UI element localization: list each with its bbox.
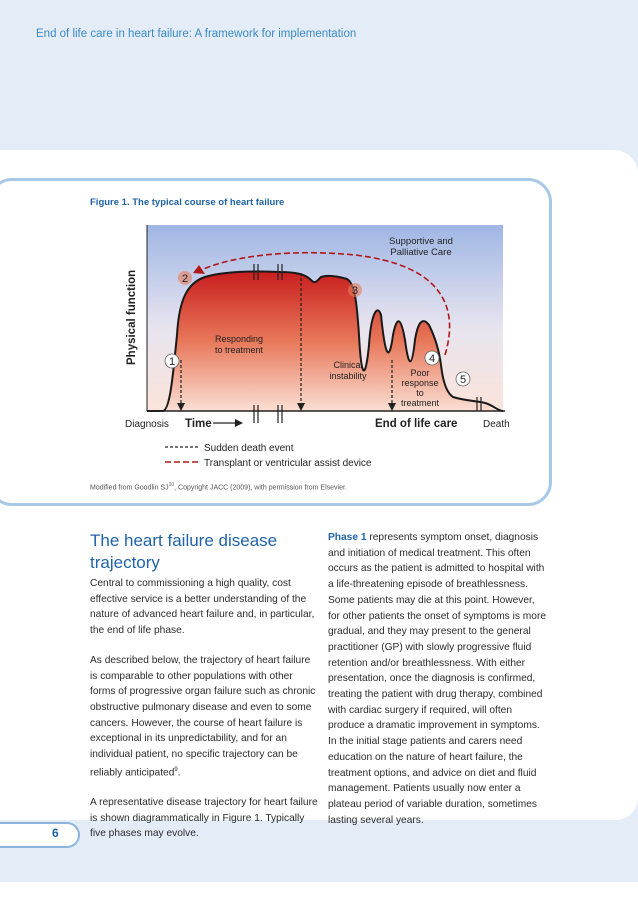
clinical-label-1: Clinical (333, 360, 363, 370)
poor-label-3: to (416, 388, 424, 398)
left-paragraph-2-text: As described below, the trajectory of heart failure is comparable to other populations with other forms of progressive organ failure such as chronic obstructive pulmonary disease and even to some cancers. However, the course of heart failure is exceptional in its unpredictability, and for an individual patient, no specific trajectory can be reliably anticipated (90, 654, 316, 779)
trajectory-diagram (115, 225, 515, 475)
time-arrowhead (235, 419, 243, 427)
running-header: End of life care in heart failure: A framework for implementation (36, 28, 357, 40)
page-number-tab (0, 822, 80, 848)
left-paragraph-3: A representative disease trajectory for heart failure is shown diagrammatically in Figure 1. Typically five phases may evolve. (90, 796, 318, 840)
responding-label-2: to treatment (215, 345, 264, 355)
clinical-label-2: instability (329, 371, 367, 381)
left-paragraph-1: Central to commissioning a high quality, cost effective service is a better understanding of the nature of advanced heart failure and, in particular, the end of life phase. (90, 578, 315, 637)
y-axis-label: Physical function (126, 269, 138, 365)
supportive-label-1: Supportive and (389, 236, 453, 247)
phase-number-5: 5 (459, 374, 467, 386)
left-paragraph-2-end: . (177, 767, 181, 779)
death-label: Death (483, 419, 510, 430)
phase-number-3: 3 (351, 285, 359, 297)
supportive-label-2: Palliative Care (390, 247, 452, 258)
phase-1-lead: Phase 1 (328, 532, 367, 543)
left-paragraph-2 (90, 653, 320, 781)
credit-text: Modified from Goodlin SJ (90, 484, 169, 492)
left-column (90, 530, 320, 856)
legend-transplant: Transplant or ventricular assist device (204, 458, 372, 469)
legend-sudden-death: Sudden death event (204, 443, 294, 454)
phase-number-4: 4 (428, 353, 436, 365)
poor-label-2: response (401, 378, 439, 388)
poor-label-1: Poor (410, 368, 430, 378)
right-column (328, 530, 548, 842)
poor-label-4: treatment (400, 398, 440, 408)
end-of-life-label: End of life care (375, 418, 458, 430)
section-heading: The heart failure disease trajectory (90, 531, 278, 572)
figure-credit (90, 482, 347, 491)
right-paragraph-1 (328, 530, 548, 828)
phase-number-1: 1 (168, 356, 176, 368)
responding-label-1: Responding (215, 334, 264, 344)
figure-caption: Figure 1. The typical course of heart failure (90, 197, 285, 208)
page-number: 6 (52, 826, 59, 840)
phase-number-2: 2 (181, 273, 189, 285)
reference-superscript: 9 (174, 766, 178, 773)
credit-text-end: , Copyright JACC (2009), with permission from Elsevier. (174, 484, 347, 492)
diagnosis-label: Diagnosis (125, 419, 169, 430)
credit-reference: 10 (168, 482, 175, 488)
x-axis-label: Time (185, 418, 212, 430)
right-paragraph-1-text: represents symptom onset, diagnosis and initiation of medical treatment. This often occurs as the patient is admitted to hospital with a life-threatening episode of breathlessness. Some patients may die at this point. However, for other patients the onset of symptoms is more gradual, and they may present to the general practitioner (GP) with slowly progressive fluid retention and/or breathlessness. With either presentation, once the diagnosis is confirmed, treating the patient with drug therapy, combined with cardiac surgery if required, will often produce a dramatic improvement in symptoms. In the initial stage patients and carers need education on the nature of heart failure, the treatment options, and advice on diet and fluid management. Patients usually now enter a plateau period of variable duration, sometimes lasting several years. (328, 532, 546, 826)
